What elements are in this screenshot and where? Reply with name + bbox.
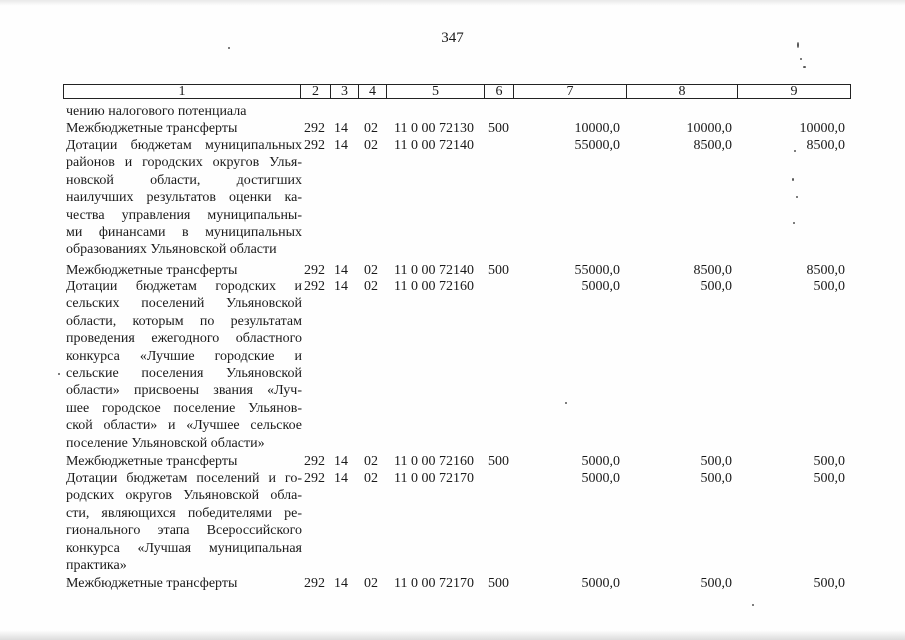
row-description [66,278,302,452]
description-line: практика» [66,558,127,574]
cell-c2: 292 [304,576,325,591]
description-line: ми финансами в муниципальных [66,225,302,241]
header-col-3: 3 [331,85,359,99]
scan-speck [228,47,230,49]
row-description [66,575,302,592]
cell-c4: 02 [364,279,378,294]
cell-c2: 292 [304,454,325,469]
header-col-9: 9 [790,84,798,99]
cell-c8: 10000,0 [686,121,732,136]
scan-speck [752,604,754,606]
description-line: чению налогового потенциала [66,104,247,119]
description-line: сельские поселения Ульяновской [66,366,302,382]
cell-c5: 11 0 00 72160 [394,454,474,469]
cell-c9: 500,0 [813,576,845,591]
table-header [63,84,851,99]
row-description [66,103,302,120]
description-line: гионального этапа Всероссийского [66,523,302,539]
cell-c6: 500 [488,576,509,591]
description-line: Межбюджетные трансферты [66,576,238,591]
cell-c7: 5000,0 [581,454,620,469]
cell-c2: 292 [304,471,325,486]
page-number: 347 [441,30,464,46]
cell-c9: 8500,0 [806,138,845,153]
description-line: поселение Ульяновской области» [66,435,265,451]
description-line: конкурса «Лучшие городские и [66,348,302,364]
description-line: Дотации бюджетам поселений и го- [66,471,302,486]
cell-c4: 02 [364,263,378,278]
cell-c4: 02 [364,471,378,486]
description-line: родских округов Ульяновской обла- [66,488,302,504]
cell-c6: 500 [488,263,509,278]
cell-c5: 11 0 00 72130 [394,121,474,136]
scan-speck [58,373,60,375]
cell-c9: 500,0 [813,279,845,294]
cell-c7: 5000,0 [581,279,620,294]
cell-c7: 5000,0 [581,471,620,486]
description-line: ской области» и «Лучшее сельское [66,418,302,434]
cell-c5: 11 0 00 72170 [394,471,474,486]
cell-c5: 11 0 00 72140 [394,138,474,153]
scan-top-edge [0,0,905,6]
header-col-4: 4 [359,85,387,99]
cell-c3: 14 [334,471,348,486]
scan-speck [796,196,798,198]
header-col-6: 6 [485,85,514,99]
description-line: шее городское поселение Ульянов- [66,400,302,416]
cell-c7: 5000,0 [581,576,620,591]
description-line: области» присвоены звания «Луч- [66,383,302,399]
header-col-8: 8 [627,85,738,99]
cell-c5: 11 0 00 72140 [394,263,474,278]
header-col-5: 5 [387,85,485,99]
description-line: Дотации бюджетам городских и [66,279,302,294]
scan-speck [793,222,795,224]
cell-c5: 11 0 00 72160 [394,279,474,294]
description-line: Межбюджетные трансферты [66,121,238,136]
row-description [66,120,302,137]
header-col-1: 1 [64,85,301,99]
cell-c5: 11 0 00 72170 [394,576,474,591]
cell-c4: 02 [364,121,378,136]
description-line: конкурса «Лучшая муниципальная [66,540,302,556]
scan-speck [797,42,799,48]
cell-c7: 10000,0 [574,121,620,136]
cell-c3: 14 [334,121,348,136]
cell-c2: 292 [304,121,325,136]
cell-c4: 02 [364,454,378,469]
scan-speck [565,402,567,404]
cell-c3: 14 [334,576,348,591]
cell-c3: 14 [334,138,348,153]
description-line: Межбюджетные трансферты [66,454,238,469]
description-line: образованиях Ульяновской области [66,242,277,258]
cell-c2: 292 [304,138,325,153]
description-line: чества управления муниципальны- [66,207,302,223]
description-line: новской области, достигших [66,172,302,188]
cell-c8: 500,0 [700,576,732,591]
cell-c6: 500 [488,454,509,469]
cell-c7: 55000,0 [574,138,620,153]
cell-c2: 292 [304,263,325,278]
cell-c8: 500,0 [700,454,732,469]
cell-c8: 500,0 [700,279,732,294]
description-line: области, которым по результатам [66,313,302,329]
row-description [66,453,302,470]
cell-c9: 500,0 [813,454,845,469]
cell-c3: 14 [334,263,348,278]
cell-c9: 8500,0 [806,263,845,278]
scan-speck [794,150,796,152]
cell-c4: 02 [364,138,378,153]
row-description [66,470,302,574]
cell-c3: 14 [334,279,348,294]
cell-c8: 8500,0 [693,263,732,278]
header-col-7: 7 [514,85,627,99]
scan-speck [800,58,802,60]
scan-bottom-edge [0,630,905,640]
description-line: сти, являющихся победителями ре- [66,505,302,521]
cell-c2: 292 [304,279,325,294]
cell-c9: 500,0 [813,471,845,486]
cell-c6: 500 [488,121,509,136]
description-line: Межбюджетные трансферты [66,263,238,278]
row-description [66,262,302,279]
description-line: сельских поселений Ульяновской [66,296,302,312]
cell-c9: 10000,0 [799,121,845,136]
header-col-2: 2 [301,85,331,99]
scan-speck [792,178,794,181]
scan-speck [803,66,806,68]
cell-c7: 55000,0 [574,263,620,278]
cell-c3: 14 [334,454,348,469]
description-line: районов и городских округов Улья- [66,155,302,171]
description-line: Дотации бюджетам муниципальных [66,138,302,153]
description-line: проведения ежегодного областного [66,331,302,347]
cell-c4: 02 [364,576,378,591]
cell-c8: 500,0 [700,471,732,486]
description-line: наилучших результатов оценки ка- [66,190,302,206]
row-description [66,137,302,259]
cell-c8: 8500,0 [693,138,732,153]
